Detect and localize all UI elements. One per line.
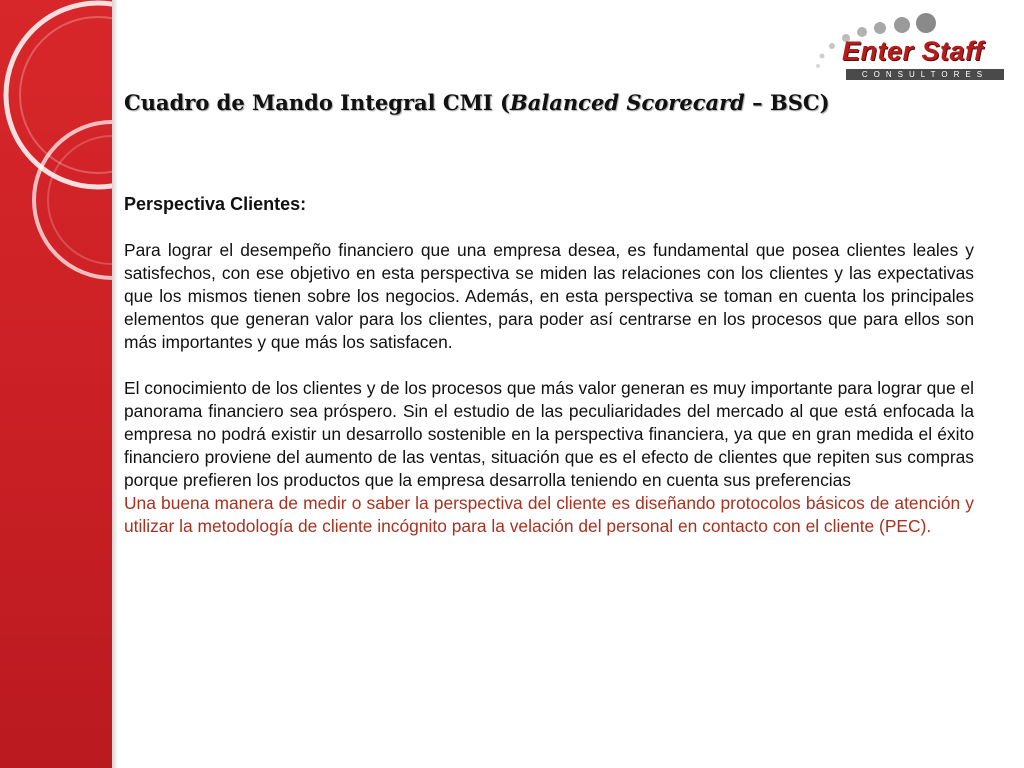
- section-heading: Perspectiva Clientes:: [124, 194, 307, 214]
- slide-content: [124, 193, 974, 538]
- logo-subtitle: CONSULTORES: [846, 69, 1004, 80]
- side-bar-shadow: [112, 0, 118, 768]
- decorative-side-bar: [0, 0, 112, 768]
- title-main: Cuadro de Mando Integral CMI (: [124, 90, 510, 115]
- paragraph-1: Para lograr el desempeño financiero que una empresa desea, es fundamental que posea clientes leales y satisfechos, con ese objetivo en esta perspectiva se miden las relaciones con los clientes y las expectativas que los mismos tienen sobre los negocios. Además, en esta perspectiva se toman en cuenta los principales elementos que generan valor para los clientes, para poder así centrarse en los procesos que para ellos son más importantes y que más los satisfacen.: [124, 240, 974, 352]
- brand-logo: [812, 10, 1012, 80]
- slide-title: [124, 90, 1004, 115]
- logo-name: Enter Staff: [842, 36, 984, 66]
- decorative-circles: [0, 0, 112, 768]
- title-italic: Balanced Scorecard: [509, 90, 745, 115]
- paragraph-2: El conocimiento de los clientes y de los procesos que más valor generan es muy importante para lograr que el panorama financiero sea próspero. Sin el estudio de las peculiaridades del mercado al que está enfocada la empresa no podrá existir un desarrollo sostenible en la perspectiva financiera, ya que en gran medida el éxito financiero proviene del aumento de las ventas, situación que es el efecto de clientes que repiten sus compras porque prefieren los productos que la empresa desarrolla teniendo en cuenta sus preferencias: [124, 378, 974, 490]
- title-end: – BSC): [744, 90, 830, 115]
- paragraph-3-highlight: Una buena manera de medir o saber la perspectiva del cliente es diseñando protocolos básicos de atención y utilizar la metodología de cliente incógnito para la velación del personal en contacto con el cliente (PEC).: [124, 493, 974, 536]
